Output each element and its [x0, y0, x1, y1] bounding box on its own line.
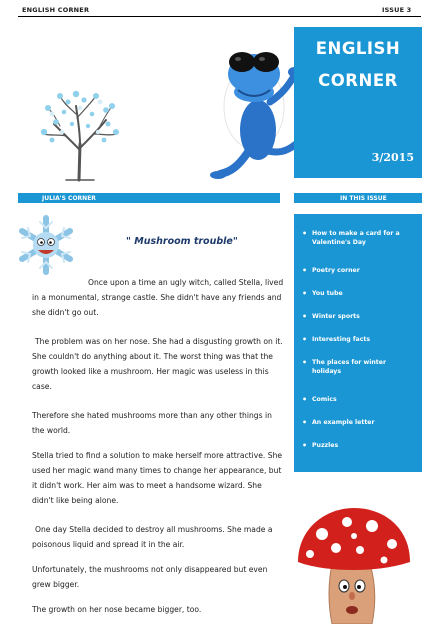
story-paragraph: Stella tried to find a solution to make herself more attractive. She used her magic wand many times to change her appearance, but it didn't work. Her aim was to meet a handsome wizard. She didn't like being alone.: [32, 451, 283, 505]
toc-item[interactable]: • An example letter: [312, 418, 417, 427]
story-title: " Mushroom trouble": [126, 236, 238, 247]
mushroom-character-icon: [292, 504, 414, 624]
frog-with-sunglasses-icon: [208, 32, 300, 182]
story-paragraph: One day Stella decided to destroy all mushrooms. She made a poisonous liquid and spread it in the air.: [32, 525, 273, 549]
section-bar-right: [294, 193, 422, 203]
header-left: ENGLISH CORNER: [22, 6, 90, 14]
masthead-line1: ENGLISH: [315, 39, 401, 58]
in-this-issue-panel: [294, 214, 422, 472]
section-title-right: IN THIS ISSUE: [340, 195, 387, 202]
masthead-line2: CORNER: [318, 71, 398, 90]
snowflake-character-icon: [16, 214, 76, 276]
header-divider: [18, 16, 421, 17]
toc-item[interactable]: • The places for winter holidays: [312, 358, 417, 376]
toc-item[interactable]: • How to make a card for a Valentine's Day: [312, 229, 417, 247]
toc-item[interactable]: • Poetry corner: [312, 266, 417, 275]
tree-icon: [36, 84, 122, 182]
story-paragraph: The problem was on her nose. She had a disgusting growth on it. She couldn't do anything about it. The worst thing was that the growth looked like a mushroom. Her magic was useless in this case.: [32, 337, 283, 391]
section-title-left: JULIA'S CORNER: [42, 195, 96, 202]
toc-item[interactable]: • Winter sports: [312, 312, 417, 321]
masthead: [294, 27, 422, 178]
story-paragraph: Unfortunately, the mushrooms not only disappeared but even grew bigger.: [32, 565, 268, 589]
header-right: ISSUE 3: [382, 6, 412, 14]
toc-item[interactable]: • Puzzles: [312, 441, 417, 450]
toc-item[interactable]: • Comics: [312, 395, 417, 404]
section-bar-left: [18, 193, 280, 203]
toc-item[interactable]: • Interesting facts: [312, 335, 417, 344]
toc-item[interactable]: • You tube: [312, 289, 417, 298]
issue-date: 3/2015: [371, 151, 414, 164]
story-paragraph: Once upon a time an ugly witch, called Stella, lived in a monumental, strange castle. She didn't have any friends and she didn't go out.: [32, 278, 284, 317]
story-paragraph: Therefore she hated mushrooms more than any other things in the world.: [32, 411, 272, 435]
story-paragraph: The growth on her nose became bigger, too.: [32, 605, 202, 614]
